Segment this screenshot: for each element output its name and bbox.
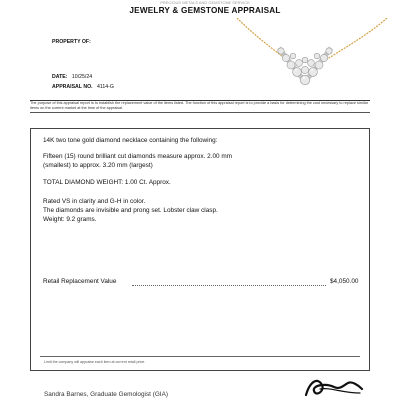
retail-value-leader [132, 285, 326, 286]
description-line-1: 14K two tone gold diamond necklace containing the following: [43, 137, 218, 144]
appraiser-signature [300, 373, 370, 400]
description-line-7: Weight: 9.2 grams. [43, 216, 97, 223]
description-line-3: (smallest) to approx. 3.20 mm (largest) [43, 162, 153, 169]
date-row [52, 74, 92, 80]
appraisal-number-value: 4114-G [97, 84, 114, 90]
date-label: DATE: [52, 74, 68, 80]
appraisal-number-row [52, 84, 114, 90]
retail-value-amount: $4,050.00 [330, 278, 359, 285]
page-title: JEWELRY & GEMSTONE APPRAISAL [129, 6, 281, 15]
description-line-5: Rated VS in clarity and G-H in color. [43, 198, 146, 205]
appraisal-number-label: APPRAISAL NO. [52, 84, 93, 90]
retail-value-label: Retail Replacement Value [43, 278, 117, 285]
purpose-bottom-rule [30, 112, 370, 113]
description-line-2: Fifteen (15) round brilliant cut diamonds measure approx. 2.00 mm [43, 153, 232, 160]
footer-rule [40, 356, 360, 357]
purpose-statement: The purpose of this appraisal report is to establish the replacement value of the items listed. The function of this appraisal report is to provide a basis for determining the cost necessary to replace similar items on the current market at the time of the appraisal. [30, 101, 369, 110]
total-diamond-weight: TOTAL DIAMOND WEIGHT: 1.00 Ct. Approx. [43, 179, 171, 186]
description-line-6: The diamonds are invisible and prong set. Lobster claw clasp. [43, 207, 218, 214]
header-topline: PRECIOUS METALS AND GEMSTONE SERVICE [160, 0, 250, 5]
footer-disclaimer: Limit the company will appraise each item at current retail price. [44, 360, 146, 364]
appraiser-name: Sandra Barnes, Graduate Gemologist (GIA) [44, 391, 168, 398]
date-value: 10/25/24 [71, 74, 93, 80]
property-of-label: PROPERTY OF: [52, 39, 91, 45]
necklace-photo [227, 18, 397, 98]
